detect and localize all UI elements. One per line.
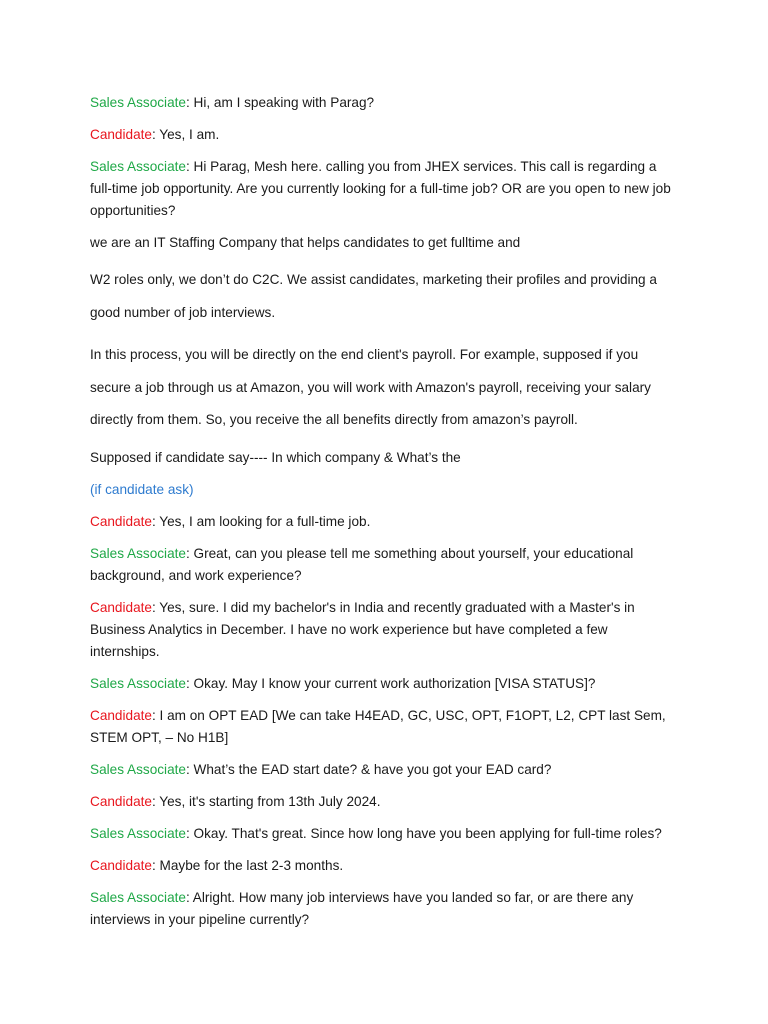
script-paragraph-line: W2 roles only, we don’t do C2C. We assist candidates, marketing their profiles and providing a (90, 272, 657, 287)
speaker-sales-associate: Sales Associate (90, 159, 186, 174)
dialogue-line (90, 511, 676, 533)
dialogue-text: : I am on OPT EAD [We can take H4EAD, GC, USC, OPT, F1OPT, L2, CPT last Sem, STEM OPT, – No H1B] (90, 707, 670, 745)
script-paragraph-line: In this process, you will be directly on the end client's payroll. For example, supposed if you (90, 347, 639, 362)
speaker-sales-associate: Sales Associate (90, 675, 186, 691)
speaker-candidate: Candidate (90, 707, 152, 723)
script-paragraph-line: we are an IT Staffing Company that helps candidates to get fulltime and (90, 235, 521, 250)
dialogue-text: : Hi Parag, Mesh here. calling you from JHEX services. This call is regarding a full-time job opportunity. Are you currently looking for a full-time job? OR are you open to new job opportunities? (90, 159, 675, 218)
speaker-candidate: Candidate (90, 857, 152, 873)
dialogue-text: : Alright. How many job interviews have you landed so far, or are there any interviews in your pipeline currently? (90, 889, 638, 927)
dialogue-line (90, 887, 676, 931)
dialogue-line (90, 124, 676, 146)
dialogue-text: : Yes, I am. (151, 127, 220, 142)
dialogue-text: : Yes, sure. I did my bachelor's in India and recently graduated with a Master's in Business Analytics in December. I have no work experience but have completed a few internships. (90, 599, 639, 659)
speaker-candidate: Candidate (90, 599, 152, 615)
speaker-candidate: Candidate (90, 793, 152, 809)
dialogue-text: : Yes, I am looking for a full-time job. (151, 513, 371, 529)
dialogue-line (90, 92, 676, 114)
speaker-sales-associate: Sales Associate (90, 825, 186, 841)
dialogue-text: : Hi, am I speaking with Parag? (185, 95, 375, 110)
dialogue-line (90, 759, 676, 781)
dialogue-line (90, 543, 676, 587)
dialogue-text: : Great, can you please tell me something about yourself, your educational background, and work experience? (90, 545, 638, 583)
dialogue-text: : Okay. That's great. Since how long have you been applying for full-time roles? (185, 825, 662, 841)
dialogue-line (90, 156, 676, 222)
dialogue-text: : What’s the EAD start date? & have you got your EAD card? (185, 761, 552, 777)
script-paragraph-line: good number of job interviews. (90, 304, 276, 320)
speaker-sales-associate: Sales Associate (90, 889, 186, 905)
dialogue-line (90, 597, 676, 663)
speaker-sales-associate: Sales Associate (90, 545, 186, 561)
speaker-candidate: Candidate (90, 513, 152, 529)
speaker-sales-associate: Sales Associate (90, 761, 186, 777)
script-body (90, 92, 676, 941)
script-paragraph-line: directly from them. So, you receive the all benefits directly from amazon’s payroll. (90, 412, 578, 427)
dialogue-line (90, 705, 676, 749)
dialogue-line (90, 791, 676, 813)
dialogue-line (90, 855, 676, 877)
stage-note: (if candidate ask) (90, 481, 194, 497)
dialogue-text: : Okay. May I know your current work authorization [VISA STATUS]? (185, 675, 596, 691)
speaker-candidate: Candidate (90, 127, 152, 142)
dialogue-text: : Yes, it's starting from 13th July 2024. (151, 793, 381, 809)
dialogue-line (90, 673, 676, 695)
speaker-sales-associate: Sales Associate (90, 95, 186, 110)
dialogue-text: : Maybe for the last 2-3 months. (151, 857, 344, 873)
dialogue-line (90, 823, 676, 845)
script-paragraph-line: secure a job through us at Amazon, you will work with Amazon's payroll, receiving your salary (90, 379, 651, 395)
script-paragraph-line: Supposed if candidate say---- In which company & What’s the (90, 449, 461, 465)
